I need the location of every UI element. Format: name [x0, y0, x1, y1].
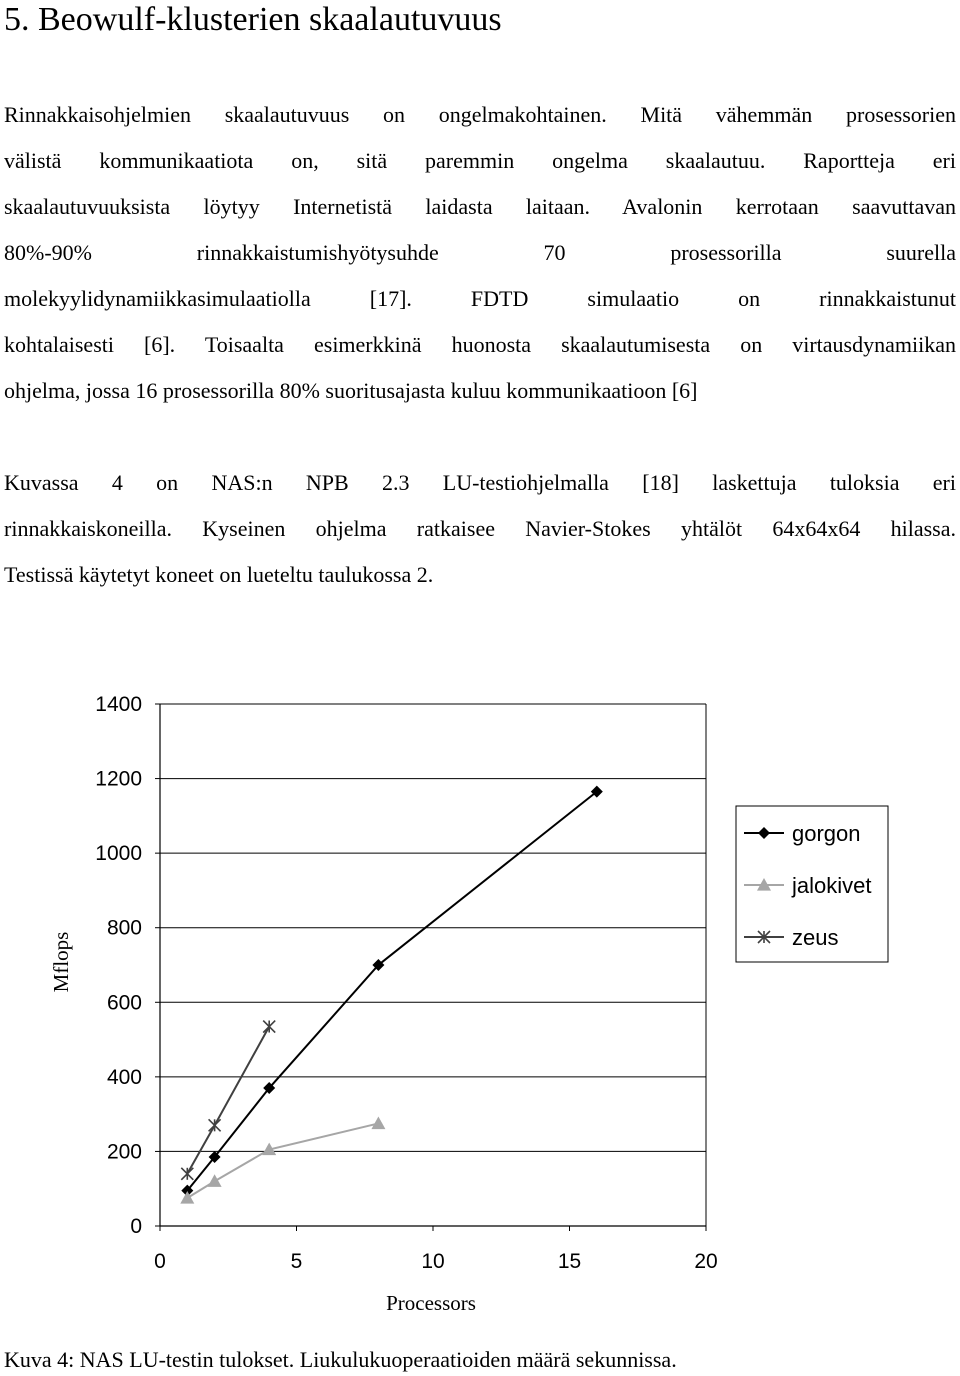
x-axis-title: Processors — [386, 1291, 476, 1315]
text-line: Rinnakkaisohjelmien skaalautuvuus on ongelmakohtainen. Mitä vähemmän prosessorien — [4, 102, 956, 127]
data-point-jalokivet — [371, 1116, 385, 1129]
data-point-jalokivet — [180, 1191, 194, 1204]
x-tick-label: 10 — [421, 1250, 445, 1273]
text-line: kohtalaisesti [6]. Toisaalta esimerkkinä huonosta skaalautumisesta on virtausdynamiikan — [4, 332, 956, 357]
y-tick-label: 600 — [106, 991, 142, 1015]
x-tick-label: 5 — [290, 1250, 303, 1273]
data-point-jalokivet — [208, 1174, 222, 1187]
text-line: ohjelma, jossa 16 prosessorilla 80% suoritusajasta kuluu kommunikaatioon [6] — [4, 378, 698, 403]
section-heading: 5. Beowulf-klusterien skaalautuvuus — [4, 1, 502, 38]
y-tick-label: 800 — [106, 916, 142, 940]
data-point-zeus — [263, 1021, 275, 1033]
paragraph-figure-intro — [4, 460, 956, 598]
mflops-line-chart — [0, 670, 960, 1335]
y-tick-label: 1000 — [95, 842, 142, 866]
paragraph-scalability — [4, 92, 956, 414]
legend-label-gorgon: gorgon — [792, 821, 861, 846]
text-line: molekyylidynamiikkasimulaatiolla [17]. FDTD simulaatio on rinnakkaistunut — [4, 286, 956, 311]
data-point-zeus — [181, 1168, 193, 1180]
y-axis-title: Mflops — [49, 931, 73, 993]
x-tick-label: 0 — [154, 1250, 166, 1273]
text-line: 80%-90% rinnakkaistumishyötysuhde 70 prosessorilla suurella — [4, 240, 956, 265]
data-point-zeus — [209, 1119, 221, 1131]
text-line: skaalautuvuuksista löytyy Internetistä laidasta laitaan. Avalonin kerrotaan saavuttavan — [4, 194, 956, 219]
y-tick-label: 0 — [130, 1215, 142, 1238]
text-line: välistä kommunikaatiota on, sitä paremmin ongelma skaalautuu. Raportteja eri — [4, 148, 956, 173]
text-line: Testissä käytetyt koneet on lueteltu taulukossa 2. — [4, 562, 434, 587]
x-tick-label: 15 — [557, 1250, 582, 1273]
figure-caption: Kuva 4: NAS LU-testin tulokset. Liukulukuoperaatioiden määrä sekunnissa. — [4, 1347, 677, 1372]
y-tick-label: 200 — [106, 1140, 142, 1164]
x-tick-label: 20 — [694, 1250, 718, 1273]
legend-label-jalokivet: jalokivet — [792, 873, 872, 898]
y-tick-label: 1400 — [95, 693, 142, 716]
text-line: Kuvassa 4 on NAS:n NPB 2.3 LU-testiohjelmalla [18] laskettuja tuloksia eri — [4, 470, 956, 495]
series-line-gorgon — [187, 792, 597, 1191]
legend-label-zeus: zeus — [792, 925, 839, 950]
text-line: rinnakkaiskoneilla. Kyseinen ohjelma ratkaisee Navier-Stokes yhtälöt 64x64x64 hilassa. — [4, 516, 956, 541]
y-tick-label: 1200 — [95, 767, 142, 791]
y-tick-label: 400 — [106, 1065, 142, 1089]
